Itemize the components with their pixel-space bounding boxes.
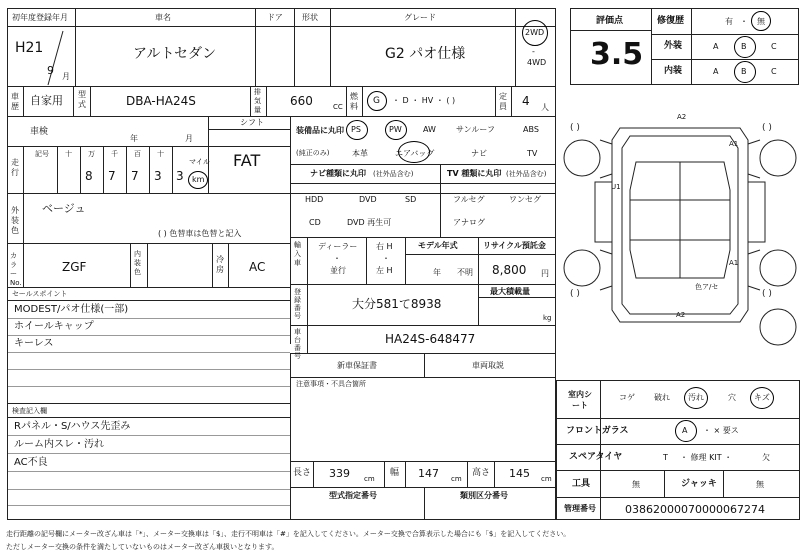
capacity-label: 定員	[499, 92, 507, 111]
height-unit: cm	[541, 475, 552, 483]
digit-3: 3	[154, 169, 162, 183]
repair-yes: 有	[725, 17, 733, 26]
sales-item-1: ホイールキャップ	[14, 321, 94, 332]
score: 3.5	[590, 37, 644, 72]
windshield-a: A	[682, 426, 688, 435]
ext-b: B	[741, 42, 747, 51]
chassis-label: 車台番号	[294, 328, 301, 360]
repair-label: 修復歴	[657, 16, 685, 26]
drive-4wd: 4WD	[527, 58, 547, 67]
recycle: 8,800	[492, 263, 527, 277]
spare-label: スペアタイヤ	[569, 452, 623, 462]
grade-label: グレード	[404, 13, 436, 22]
car-name: アルトセダン	[133, 46, 217, 62]
recycle-yen: 円	[541, 269, 549, 278]
length-unit: cm	[364, 475, 375, 483]
tv-fullseg: フルセグ	[453, 195, 485, 204]
windshield-rest: ・ × 要ス	[703, 426, 739, 435]
mileage-km: km	[192, 175, 205, 184]
nav-sd: SD	[405, 195, 417, 204]
door-label: ドア	[267, 13, 283, 22]
unit-0: 十	[65, 150, 72, 158]
sales-item-0: MODEST/パオ仕様(一部)	[14, 304, 129, 315]
seat-tear: 破れ	[654, 393, 670, 402]
unit-4: 十	[157, 150, 164, 158]
diagram-u1-left: U1	[611, 183, 621, 191]
equip-pw: PW	[389, 125, 402, 134]
footer-line2: ただしメーター交換の条件を満たしていないものはメーター改ざん車扱いとなります。	[6, 543, 279, 551]
tv-analog: アナログ	[453, 218, 485, 227]
color-no-label: カラーNo.	[10, 252, 22, 287]
import-parallel: 並行	[330, 266, 346, 275]
color-note: ( ) 色替車は色替と記入	[158, 229, 242, 238]
equip-leather: 本革	[352, 149, 368, 158]
drive-2wd: 2WD	[525, 28, 545, 37]
inspection-year: 年	[130, 134, 138, 143]
sales-label: セールスポイント	[12, 290, 68, 298]
import-right: 右 H	[376, 242, 393, 251]
svg-text:( ): ( )	[762, 123, 772, 133]
mileage-label: 走行	[11, 158, 19, 177]
import-dot2: ・	[382, 254, 390, 263]
first-reg-month: 9	[47, 64, 54, 77]
jack: 無	[756, 480, 764, 489]
inspector-label: 検査記入欄	[12, 407, 47, 415]
fuel-g: G	[373, 96, 380, 106]
svg-text:( ): ( )	[570, 289, 580, 299]
equip-aw: AW	[423, 125, 436, 134]
digit-4: 3	[176, 169, 184, 183]
equip-abs: ABS	[523, 125, 539, 134]
exterior-label: 外装	[664, 41, 683, 51]
spare-kit: ・ 修理 KIT ・	[680, 453, 733, 462]
first-reg-label: 初年度登録年月	[12, 13, 68, 22]
equip-navi: ナビ	[471, 149, 487, 158]
width-label: 幅	[390, 468, 400, 478]
ext-a: A	[713, 42, 719, 51]
mgmt-label: 管理番号	[564, 504, 596, 513]
registration-number: 大分581て8938	[352, 297, 442, 311]
unit-3: 百	[134, 150, 141, 158]
model-year-unit: 年	[433, 268, 441, 277]
int-b: B	[741, 67, 747, 76]
nav-sub: (社外品含む)	[373, 170, 414, 178]
svg-text:( ): ( )	[762, 289, 772, 299]
unit-1: 万	[88, 150, 95, 158]
tv-label: TV 種類に丸印	[447, 169, 502, 178]
use: 自家用	[30, 94, 63, 107]
chassis: HA24S-648477	[385, 332, 476, 346]
diagram-color-label: 色ア/セ	[695, 283, 719, 291]
equip-tv: TV	[527, 149, 538, 158]
seat-label: 室内シート	[568, 390, 592, 410]
equip-sunroof: サンルーフ	[456, 125, 495, 134]
type-label: 型式指定番号	[329, 491, 377, 500]
svg-text:( ): ( )	[570, 123, 580, 133]
int-c: C	[771, 67, 777, 76]
jack-label: ジャッキ	[681, 479, 717, 489]
width-unit: cm	[451, 475, 462, 483]
nav-label: ナビ種類に丸印	[310, 169, 366, 178]
displacement: 660	[290, 94, 313, 108]
ext-c: C	[771, 42, 777, 51]
fuel-rest: ・ D ・ HV ・ ( )	[392, 96, 456, 105]
digit-2: 7	[131, 169, 139, 183]
model-year-label: モデル年式	[418, 241, 458, 250]
equipment-sub: (純正のみ)	[296, 149, 330, 157]
inspection-month: 月	[185, 134, 193, 143]
import-dot: ・	[333, 254, 341, 263]
tv-oneseg: ワンセグ	[509, 195, 541, 204]
inspection-label: 車検	[30, 127, 49, 137]
repair-dot: ・	[740, 17, 748, 26]
cooler-label: 冷房	[216, 255, 224, 274]
capacity: 4	[522, 94, 530, 108]
cc-unit: CC	[333, 103, 343, 111]
height: 145	[509, 467, 530, 480]
nav-cd: CD	[309, 218, 321, 227]
spare-none: 欠	[762, 453, 770, 462]
cooler: AC	[249, 260, 266, 274]
digit-0: 8	[85, 169, 93, 183]
registration-label: 登録番号	[294, 288, 301, 320]
exterior-color: ベージュ	[42, 202, 86, 215]
car-name-label: 車名	[155, 13, 171, 22]
use-label: 車歴	[11, 92, 19, 111]
model: DBA-HA24S	[126, 94, 196, 108]
recycle-label: リサイクル預託金	[483, 241, 546, 250]
max-load-label: 最大積載量	[490, 287, 530, 296]
equip-ps: PS	[351, 125, 361, 134]
length: 339	[329, 467, 350, 480]
height-label: 高さ	[472, 468, 491, 478]
model-year-unknown: 不明	[457, 268, 473, 277]
import-label: 輸入車	[294, 241, 301, 267]
diagram-a1-bottom: A1	[729, 259, 739, 267]
seat-burn: コゲ	[619, 393, 635, 402]
shape-label: 形状	[302, 13, 318, 22]
interior-color-label: 内装色	[134, 250, 141, 276]
spare-t: T	[663, 453, 668, 462]
repair-no: 無	[757, 17, 765, 26]
seat-scratch: キズ	[754, 393, 770, 402]
inspector-item-1: ルーム内スレ・汚れ	[14, 439, 104, 450]
diagram-a1-right: A1	[729, 140, 739, 148]
color-no: ZGF	[62, 260, 87, 274]
nav-hdd: HDD	[305, 195, 324, 204]
width: 147	[418, 467, 439, 480]
digit-1: 7	[108, 169, 116, 183]
max-load-unit: kg	[543, 314, 552, 322]
capacity-unit: 人	[541, 103, 549, 112]
windshield-label: フロントガラス	[566, 426, 629, 436]
month-unit: 月	[62, 72, 70, 81]
disp-label: 排気量	[254, 88, 261, 114]
sales-item-2: キーレス	[14, 338, 54, 349]
diagram-a2-bottom: A2	[676, 311, 686, 319]
mileage-mile: マイル	[189, 158, 210, 166]
score-label: 評価点	[596, 16, 624, 26]
length-label: 長さ	[293, 468, 312, 478]
equipment-label: 装備品に丸印	[296, 126, 344, 135]
inspector-item-0: Rパネル・S/ハウス先歪み	[14, 421, 131, 432]
tv-sub: (社外品含む)	[506, 170, 547, 178]
mgmt-number: 03862000070000067274	[625, 503, 765, 516]
interior-label: 内装	[664, 66, 683, 76]
mileage-code-label: 記号	[35, 150, 49, 158]
grade: G2 パオ仕様	[385, 46, 466, 62]
warranty: 新車保証書	[337, 361, 377, 370]
diagram-a2-top: A2	[677, 113, 687, 121]
nav-dvd: DVD	[359, 195, 377, 204]
inspector-item-2: AC不良	[14, 457, 48, 468]
first-reg-era: H21	[15, 40, 44, 56]
class-label: 類別区分番号	[460, 491, 508, 500]
caution-label: 注意事項・不具合箇所	[296, 380, 366, 388]
import-dealer: ディーラー	[318, 242, 358, 251]
nav-dvd-play: DVD 再生可	[347, 218, 392, 227]
model-label: 型式	[78, 90, 86, 109]
seat-dirt: 汚れ	[688, 393, 704, 402]
import-left: 左 H	[376, 266, 393, 275]
tool: 無	[632, 480, 640, 489]
tool-label: 工具	[572, 479, 591, 489]
equip-airbag: エアバッグ	[395, 149, 435, 158]
manual: 車両取説	[472, 361, 504, 370]
fuel-label: 燃料	[350, 92, 358, 111]
footer-line1: 走行距離の記号欄にメーター改ざん車は「*」、メーター交換車は「$」、走行不明車は「#」を記入してください。メーター交換で合算表示した場合にも「$」を記入してください。	[6, 530, 571, 538]
unit-2: 千	[111, 150, 118, 158]
exterior-color-label: 外装色	[11, 206, 19, 235]
seat-hole: 穴	[728, 393, 736, 402]
shift: FAT	[233, 151, 261, 170]
drive-dash: -	[532, 47, 535, 56]
int-a: A	[713, 67, 719, 76]
car-diagram	[560, 100, 800, 370]
shift-label: シフト	[240, 118, 264, 127]
